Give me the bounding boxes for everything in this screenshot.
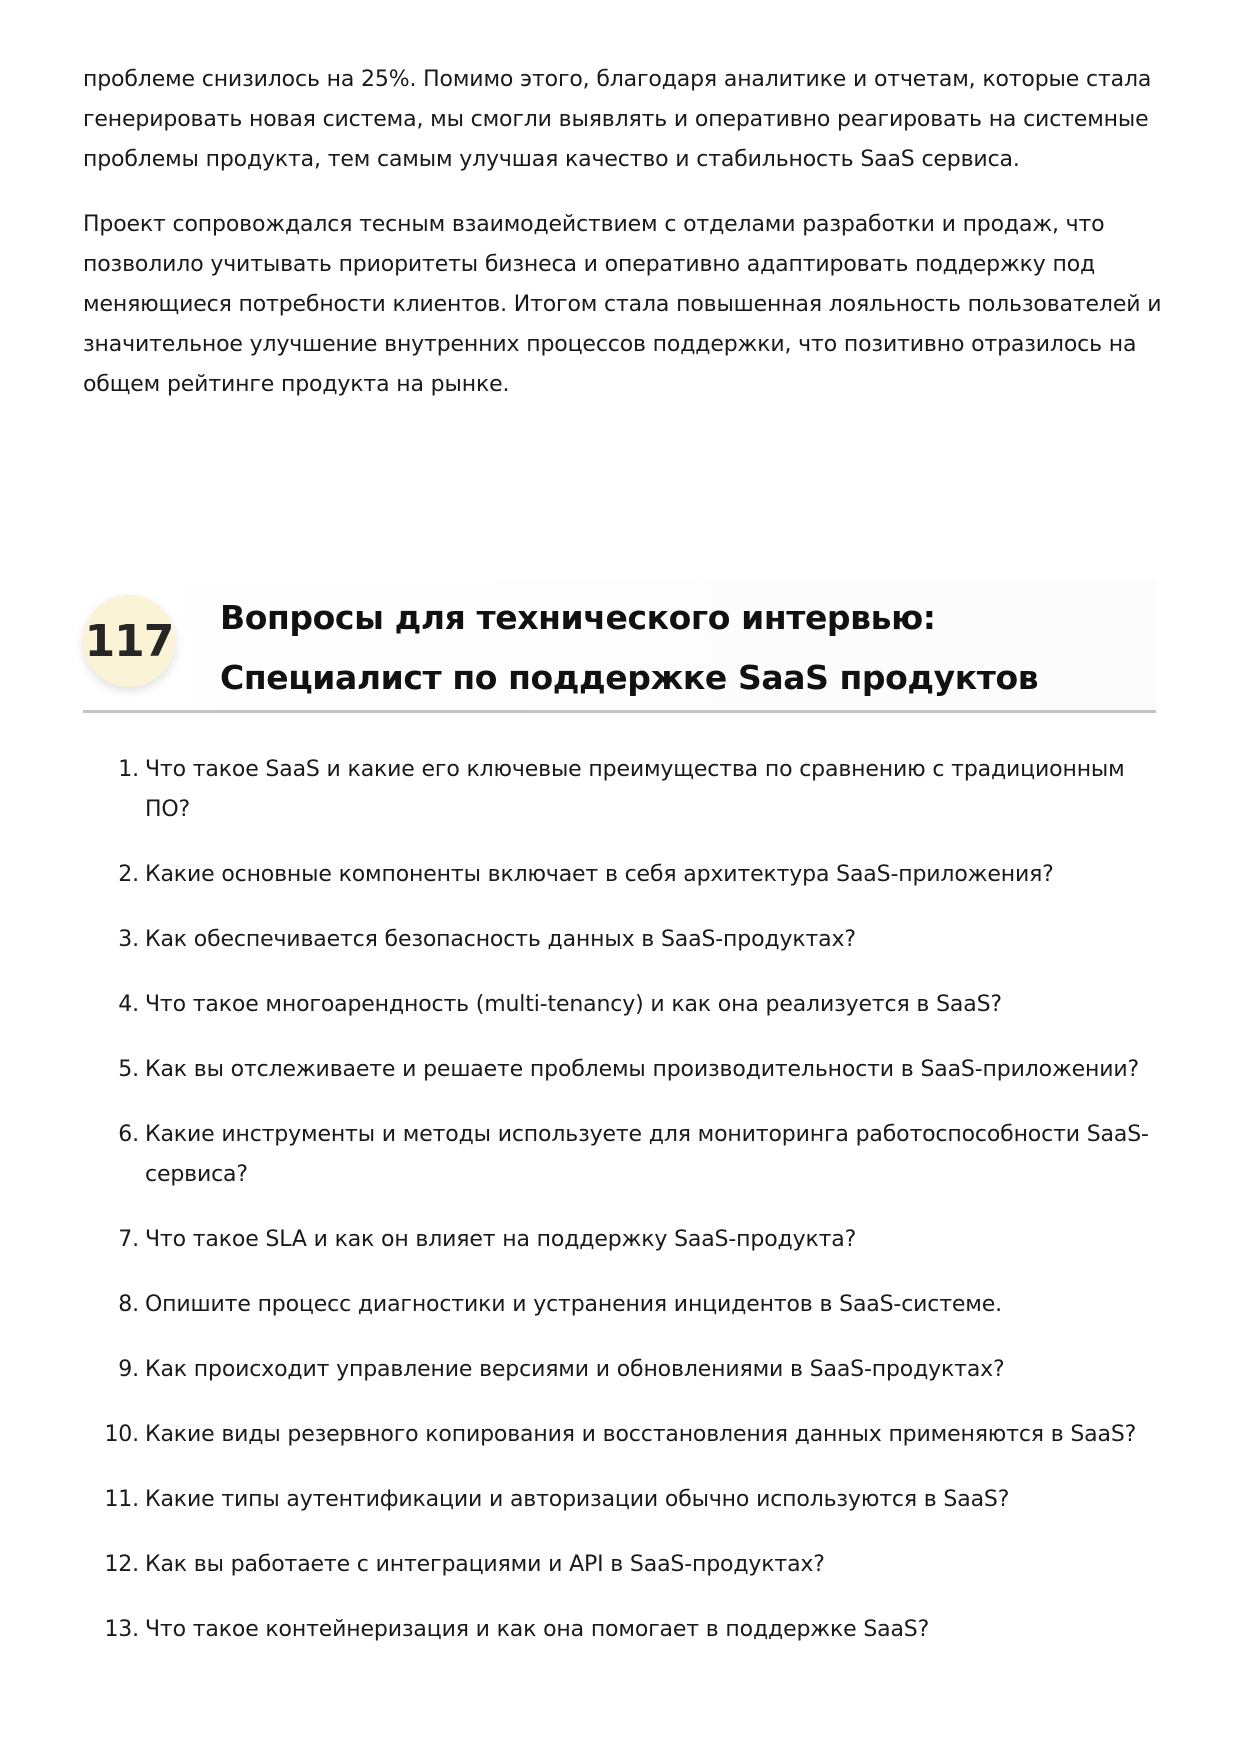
question-number: 4.: [118, 992, 139, 1017]
question-text: Какие инструменты и методы используете для мониторинга работоспособности SaaS-сервиса?: [145, 1122, 1149, 1187]
question-item: [83, 1350, 1163, 1390]
question-item: [83, 1285, 1163, 1325]
question-number: 13.: [104, 1617, 139, 1642]
question-item: [83, 1220, 1163, 1260]
intro-paragraph-1: проблеме снизилось на 25%. Помимо этого, благодаря аналитике и отчетам, которые стала генерировать новая система, мы смогли выявлять и оперативно реагировать на системные проблемы продукта, тем самым улучшая качество и стабильность SaaS сервиса.: [83, 67, 1152, 172]
question-number: 8.: [118, 1292, 139, 1317]
question-text: Опишите процесс диагностики и устранения инцидентов в SaaS-системе.: [145, 1292, 1002, 1317]
section-header: [83, 580, 1156, 713]
question-item: [83, 1050, 1163, 1090]
question-number: 7.: [118, 1227, 139, 1252]
question-item: [83, 1610, 1163, 1650]
intro-text: [83, 60, 1163, 430]
question-text: Как происходит управление версиями и обновлениями в SaaS-продуктах?: [145, 1357, 1005, 1382]
questions-list: [83, 750, 1163, 1675]
question-text: Какие типы аутентификации и авторизации обычно используются в SaaS?: [145, 1487, 1010, 1512]
question-item: [83, 1115, 1163, 1195]
section-title: Вопросы для технического интервью: Специалист по поддержке SaaS продуктов: [220, 598, 1039, 697]
question-number: 6.: [118, 1122, 139, 1147]
question-number: 11.: [104, 1487, 139, 1512]
question-number: 12.: [104, 1552, 139, 1577]
question-text: Какие основные компоненты включает в себя архитектура SaaS-приложения?: [145, 862, 1054, 887]
question-number: 9.: [118, 1357, 139, 1382]
question-number: 5.: [118, 1057, 139, 1082]
question-item: [83, 1545, 1163, 1585]
question-number: 10.: [104, 1422, 139, 1447]
question-text: Какие виды резервного копирования и восстановления данных применяются в SaaS?: [145, 1422, 1137, 1447]
question-item: [83, 855, 1163, 895]
question-item: [83, 985, 1163, 1025]
question-text: Что такое SLA и как он влияет на поддержку SaaS-продукта?: [145, 1227, 857, 1252]
question-text: Что такое контейнеризация и как она помогает в поддержке SaaS?: [145, 1617, 930, 1642]
question-number: 1.: [118, 757, 139, 782]
question-text: Как вы отслеживаете и решаете проблемы производительности в SaaS-приложении?: [145, 1057, 1140, 1082]
question-text: Как обеспечивается безопасность данных в SaaS-продуктах?: [145, 927, 856, 952]
question-text: Как вы работаете с интеграциями и API в SaaS-продуктах?: [145, 1552, 825, 1577]
question-item: [83, 1415, 1163, 1455]
question-item: [83, 1480, 1163, 1520]
question-item: [83, 920, 1163, 960]
question-number: 3.: [118, 927, 139, 952]
question-text: Что такое многоарендность (multi-tenancy) и как она реализуется в SaaS?: [145, 992, 1002, 1017]
question-item: [83, 750, 1163, 830]
intro-paragraph-2: Проект сопровождался тесным взаимодействием с отделами разработки и продаж, что позволило учитывать приоритеты бизнеса и оперативно адаптировать поддержку под меняющиеся потребности клиентов. Итогом стала повышенная лояльность пользователей и значительное улучшение внутренних процессов поддержки, что позитивно отразилось на общем рейтинге продукта на рынке.: [83, 212, 1162, 397]
section-number-badge: 117: [83, 595, 175, 687]
question-number: 2.: [118, 862, 139, 887]
question-text: Что такое SaaS и какие его ключевые преимущества по сравнению с традиционным ПО?: [145, 757, 1125, 822]
